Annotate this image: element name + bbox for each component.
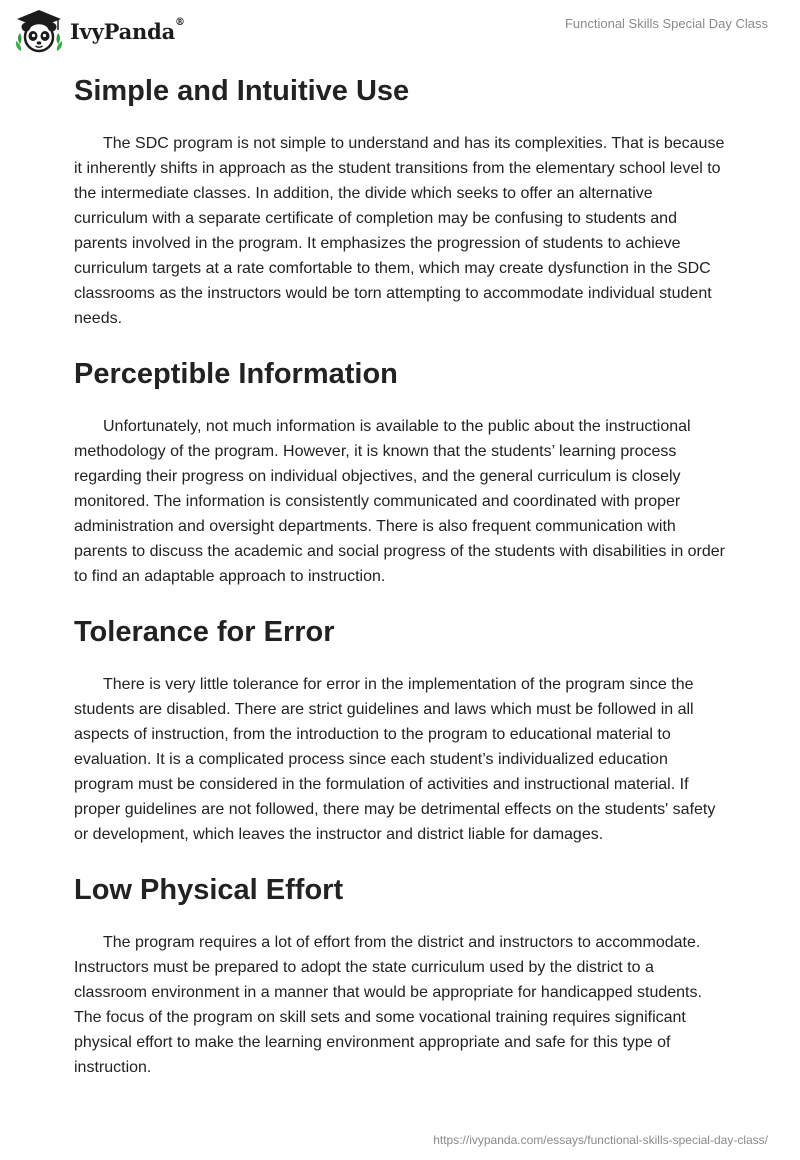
panda-graduate-icon bbox=[14, 8, 64, 54]
brand-name: IvyPanda® bbox=[70, 16, 185, 44]
section-paragraph-simple-intuitive-use: The SDC program is not simple to understand and has its complexities. That is because it inherently shifts in approach as the student transitions from the elementary school level to the intermediate classes. In addition, the divide which seeks to offer an alternative curriculum with a separate certificate of completion may be confusing to students and parents involved in the program. It emphasizes the progression of students to achieve curriculum targets at a rate comfortable to them, which may create dysfunction in the SDC classrooms as the instructors would be torn attempting to accommodate individual student needs. bbox=[74, 135, 725, 327]
section-paragraph-perceptible-information: Unfortunately, not much information is available to the public about the instructional methodology of the program. However, it is known that the students’ learning process regarding their progress on individual objectives, and the general curriculum is closely monitored. The information is consistently communicated and coordinated with proper administration and oversight departments. There is also frequent communication with parents to discuss the academic and social progress of the students with disabilities in order to find an adaptable approach to instruction. bbox=[74, 418, 726, 585]
section-heading-tolerance-for-error: Tolerance for Error bbox=[74, 616, 335, 648]
section-heading-low-physical-effort: Low Physical Effort bbox=[74, 874, 344, 906]
section-paragraph-tolerance-for-error: There is very little tolerance for error in the implementation of the program since the students are disabled. There are strict guidelines and laws which must be followed in all aspects of instruction, from the introduction to the program to educational material to evaluation. It is a complicated process since each student’s individualized education program must be considered in the formulation of activities and instructional material. If proper guidelines are not followed, there may be detrimental effects on the students' safety or development, which leaves the instructor and district liable for damages. bbox=[74, 676, 716, 843]
source-url-link[interactable]: https://ivypanda.com/essays/functional-skills-special-day-class/ bbox=[433, 1133, 768, 1147]
section-heading-perceptible-information: Perceptible Information bbox=[74, 358, 398, 390]
essay-content bbox=[74, 70, 726, 1102]
document-title: Functional Skills Special Day Class bbox=[564, 16, 768, 31]
section-heading-simple-intuitive-use: Simple and Intuitive Use bbox=[74, 75, 410, 107]
section-paragraph-low-physical-effort: The program requires a lot of effort from the district and instructors to accommodate. Instructors must be prepared to adopt the state curriculum used by the district to a classroom environment in a manner that would be appropriate for handicapped students. The focus of the program on skill sets and some vocational training requires significant physical effort to make the learning environment appropriate and safe for this type of instruction. bbox=[74, 934, 702, 1076]
brand-logo[interactable] bbox=[14, 8, 185, 54]
